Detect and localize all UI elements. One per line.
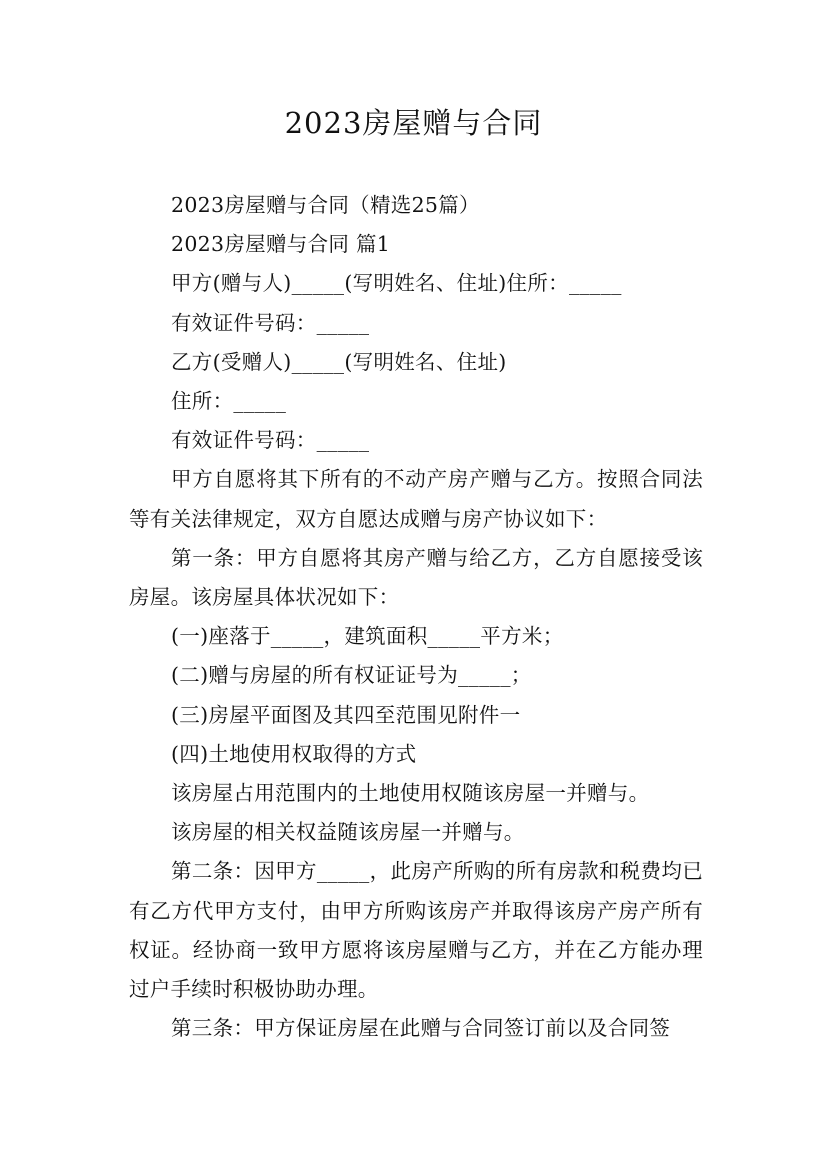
paragraph-section-heading: 2023房屋赠与合同 篇1 [171, 232, 391, 257]
paragraph-item-2: (二)赠与房屋的所有权证证号为_____； [171, 663, 532, 688]
paragraph-item-3: (三)房屋平面图及其四至范围见附件一 [171, 702, 521, 727]
paragraph-subtitle: 2023房屋赠与合同（精选25篇） [171, 193, 480, 217]
paragraph-article-2: 第二条：因甲方_____，此房产所购的所有房款和税费均已有乙方代甲方支付，由甲方所购该房产并取得该房产房产所有权证。经协商一致甲方愿将该房屋赠与乙方，并在乙方能办理过户手续时积极协助办理。 [129, 859, 703, 1002]
document-title: 2023房屋赠与合同 [284, 106, 543, 140]
paragraph-party-b: 乙方(受赠人)_____(写明姓名、住址) [171, 349, 507, 374]
paragraph-item-4: (四)土地使用权取得的方式 [171, 741, 417, 766]
paragraph-land-rights: 该房屋占用范围内的土地使用权随该房屋一并赠与。 [171, 781, 650, 806]
paragraph-article-3: 第三条：甲方保证房屋在此赠与合同签订前以及合同签 [171, 1016, 671, 1041]
paragraph-party-b-id: 有效证件号码：_____ [171, 428, 370, 453]
paragraph-party-a-id: 有效证件号码：_____ [171, 310, 370, 335]
paragraph-party-b-address: 住所：_____ [171, 389, 287, 414]
paragraph-intro: 甲方自愿将其下所有的不动产房产赠与乙方。按照合同法等有关法律规定，双方自愿达成赠与房产协议如下： [129, 467, 703, 531]
document-body [129, 186, 703, 1048]
paragraph-related-rights: 该房屋的相关权益随该房屋一并赠与。 [171, 820, 525, 845]
paragraph-article-1: 第一条：甲方自愿将其房产赠与给乙方，乙方自愿接受该房屋。该房屋具体状况如下： [129, 545, 703, 610]
paragraph-party-a: 甲方(赠与人)_____(写明姓名、住址)住所：_____ [171, 271, 622, 296]
paragraph-item-1: (一)座落于_____，建筑面积_____平方米； [171, 624, 564, 649]
